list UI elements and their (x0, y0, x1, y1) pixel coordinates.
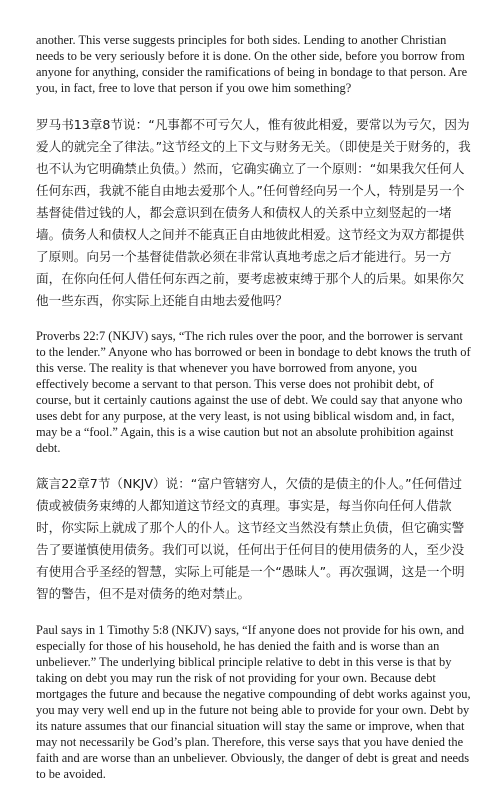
paragraph-chinese-romans: 罗马书13章8节说：“凡事都不可亏欠人，惟有彼此相爱，要常以为亏欠，因为爱人的就完全了律法。”这节经文的上下文与财务无关。（即使是关于财务的，我也不认为它明确禁止负债。）然而，它确实确立了一个原则：“如果我欠任何人任何东西，我就不能自由地去爱那个人。”任何曾经向另一个人，特别是另一个基督徒借过钱的人，都会意识到在债务人和债权人的关系中立刻竖起的一堵墙。债务人和债权人之间并不能真正自由地彼此相爱。这节经文为双方都提供了原则。向另一个基督徒借款必须在非常认真地考虑之后才能进行。另一方面，在你向任何人借任何东西之前，要考虑被束缚于那个人的后果。如果你欠他一些东西，你实际上还能自由地去爱他吗？ (36, 117, 471, 308)
paragraph-chinese-proverbs: 箴言22章7节（NKJV）说：“富户管辖穷人，欠债的是债主的仆人。”任何借过债或被债务束缚的人都知道这节经文的真理。事实是，每当你向任何人借款时，你实际上就成了那个人的仆人。这节经文当然没有禁止负债，但它确实警告了要谨慎使用债务。我们可以说，任何出于任何目的使用债务的人，至少没有使用合乎圣经的智慧，实际上可能是一个“愚昧人”。再次强调，这是一个明智的警告，但不是对债务的绝对禁止。 (36, 476, 465, 601)
paragraph-english-timothy: Paul says in 1 Timothy 5:8 (NKJV) says, “If anyone does not provide for his own, and especially for those of his household, he has denied the faith and is worse than an unbeliever.” The underlying biblical principle relative to debt in this verse is that by taking on debt you may run the risk of not providing for your own. Because debt mortgages the future and because the negative compounding of debt works against you, you may very well end up in the future not being able to provide for your own. Debt by its nature assumes that our financial situation will stay the same or improve, when that may not necessarily be God’s plan. Therefore, this verse says that you have denied the faith and are worse than an unbeliever. Obviously, the danger of debt is great and needs to be avoided. (36, 623, 471, 781)
document-page (36, 32, 472, 800)
paragraph-english-romans-continued: another. This verse suggests principles for both sides. Lending to another Christian needs to be very seriously before it is done. On the other side, before you borrow from anyone for anything, consider the ramifications of being in bondage to that person. Are you, in fact, free to love that person if you owe him something? (36, 33, 468, 95)
paragraph-english-proverbs: Proverbs 22:7 (NKJV) says, “The rich rules over the poor, and the borrower is servant to the lender.” Anyone who has borrowed or been in bondage to debt knows the truth of this verse. The reality is that whenever you have borrowed from anyone, you effectively become a servant to that person. This verse does not prohibit debt, of course, but it certainly cautions against the use of debt. We could say that anyone who uses debt for any purpose, at the very least, is not using biblical wisdom and, in fact, may be a “fool.” Again, this is a wise caution but not an absolute prohibition against debt. (36, 329, 471, 455)
